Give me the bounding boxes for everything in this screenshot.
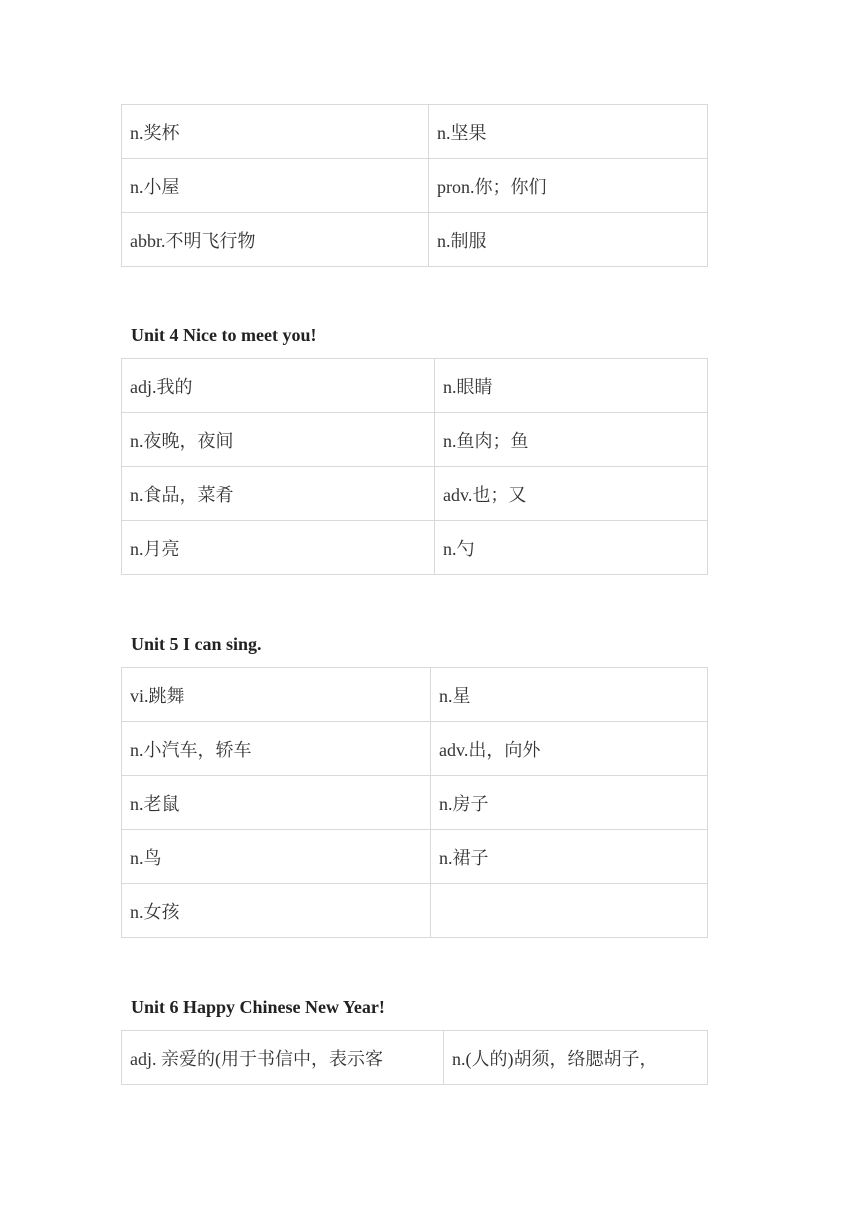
table-cell: n.夜晚，夜间 [122,413,435,467]
table-cell: n.小汽车，轿车 [122,722,431,776]
table-cell: n.女孩 [122,884,431,938]
table-cell: n.小屋 [122,159,429,213]
table-cell: n.月亮 [122,521,435,575]
table-cell: n.眼睛 [435,359,708,413]
table-row [122,722,708,776]
unit-4-table [121,358,708,575]
table-row [122,105,708,159]
table-row [122,159,708,213]
vocab-table-continued [121,104,708,267]
vocab-table [121,667,708,938]
table-cell: n.老鼠 [122,776,431,830]
table-cell: adj.我的 [122,359,435,413]
table-cell: n.鸟 [122,830,431,884]
unit-6-table [121,1030,708,1085]
table-cell: n.食品，菜肴 [122,467,435,521]
table-row [122,830,708,884]
vocab-table [121,1030,708,1085]
unit-5-table [121,667,708,938]
table-cell: n.(人的)胡须，络腮胡子， [444,1031,708,1085]
table-row [122,884,708,938]
table-cell: adv.也；又 [435,467,708,521]
table-row [122,359,708,413]
table-row [122,467,708,521]
table-row [122,413,708,467]
table-cell: n.房子 [431,776,708,830]
table-row [122,1031,708,1085]
table-cell: n.鱼肉；鱼 [435,413,708,467]
table-cell [431,884,708,938]
table-cell: n.星 [431,668,708,722]
table-cell: adj. 亲爱的(用于书信中，表示客 [122,1031,444,1085]
table-row [122,668,708,722]
vocab-table [121,104,708,267]
table-row [122,213,708,267]
unit-4-heading: Unit 4 Nice to meet you! [131,325,317,345]
table-cell: adv.出，向外 [431,722,708,776]
table-row [122,521,708,575]
table-cell: vi.跳舞 [122,668,431,722]
unit-5-heading: Unit 5 I can sing. [131,634,262,654]
table-row [122,776,708,830]
table-cell: n.制服 [429,213,708,267]
table-cell: n.奖杯 [122,105,429,159]
table-cell: pron.你；你们 [429,159,708,213]
table-cell: n.坚果 [429,105,708,159]
vocab-table [121,358,708,575]
table-cell: n.勺 [435,521,708,575]
table-cell: abbr.不明飞行物 [122,213,429,267]
table-cell: n.裙子 [431,830,708,884]
unit-6-heading: Unit 6 Happy Chinese New Year! [131,997,385,1017]
